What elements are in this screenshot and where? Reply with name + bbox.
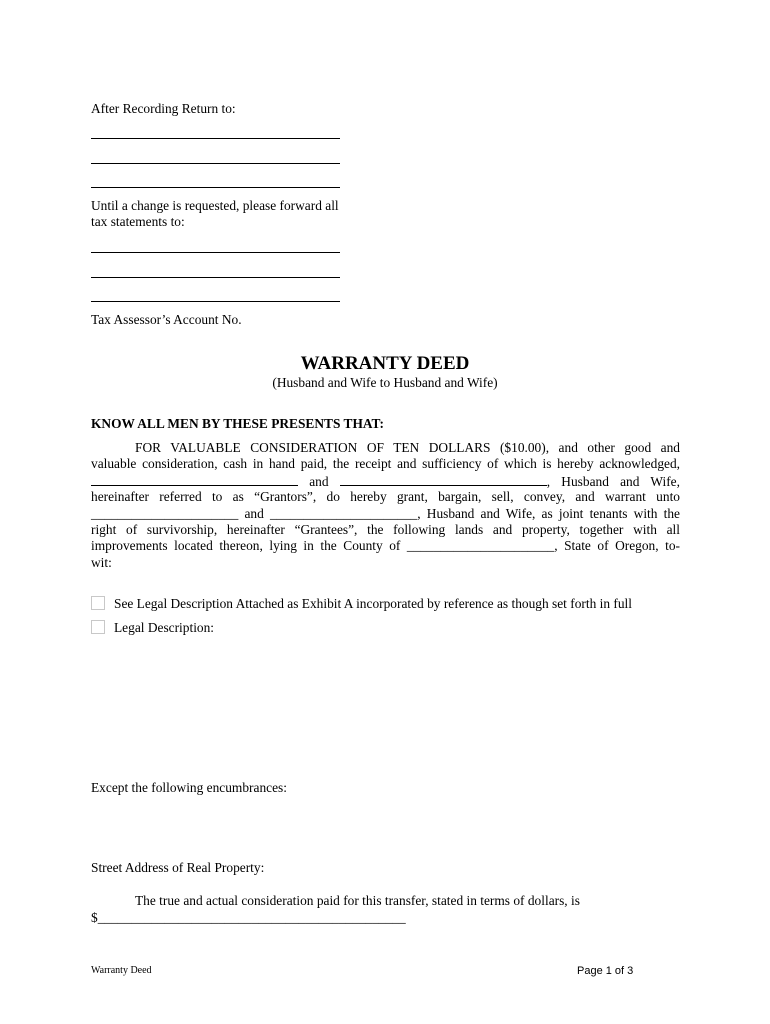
street-address-label: Street Address of Real Property: — [91, 860, 265, 875]
paragraph-line-5[interactable]: ______________________ and ______________________, Husband and Wife, as joint tenants with the — [91, 505, 680, 521]
tax-statements-line-2[interactable] — [91, 277, 340, 278]
paragraph-line-4: hereinafter referred to as “Grantors”, do hereby grant, bargain, sell, convey, and warrant unto — [91, 489, 680, 505]
grantors-husband-wife-text: , Husband and Wife, — [546, 473, 680, 489]
legal-description-label: Legal Description: — [114, 620, 215, 635]
tax-account-label: Tax Assessor’s Account No. — [91, 312, 242, 327]
paragraph-line-7[interactable]: improvements located thereon, lying in the County of ______________________, State of Oregon, to- — [91, 538, 680, 554]
exhibit-a-checkbox[interactable] — [91, 596, 105, 610]
paragraph-line-6: right of survivorship, hereinafter “Grantees”, the following lands and property, together with all — [91, 521, 680, 537]
tax-forward-label-line1: Until a change is requested, please forward all — [91, 198, 339, 213]
encumbrances-label: Except the following encumbrances: — [91, 780, 287, 795]
consideration-amount-blank[interactable]: $______________________________________________ — [91, 910, 406, 925]
grantor-2-name-blank[interactable] — [340, 473, 547, 486]
tax-statements-line-3[interactable] — [91, 301, 340, 302]
document-subtitle: (Husband and Wife to Husband and Wife) — [272, 375, 498, 390]
return-to-label: After Recording Return to: — [91, 101, 236, 116]
paragraph-line-3 — [91, 473, 680, 489]
tax-statements-line-1[interactable] — [91, 252, 340, 253]
paragraph-line-2: valuable consideration, cash in hand paid, the receipt and sufficiency of which is hereby acknowledged, — [91, 456, 680, 472]
return-to-line-2[interactable] — [91, 163, 340, 164]
tax-forward-label-line2: tax statements to: — [91, 214, 185, 229]
grantors-and-text: and — [309, 473, 329, 489]
exhibit-a-label: See Legal Description Attached as Exhibit A incorporated by reference as though set forth in full — [114, 596, 632, 611]
legal-description-checkbox[interactable] — [91, 620, 105, 634]
consideration-paragraph — [91, 440, 680, 571]
grantor-1-name-blank[interactable] — [91, 473, 298, 486]
paragraph-line-8: wit: — [91, 554, 112, 570]
return-to-line-3[interactable] — [91, 187, 340, 188]
document-title: WARRANTY DEED — [300, 353, 470, 374]
return-to-line-1[interactable] — [91, 138, 340, 139]
know-all-men-heading: KNOW ALL MEN BY THESE PRESENTS THAT: — [91, 416, 384, 431]
true-consideration-text: The true and actual consideration paid for this transfer, stated in terms of dollars, is — [135, 893, 580, 908]
paragraph-line-1: FOR VALUABLE CONSIDERATION OF TEN DOLLARS ($10.00), and other good and — [135, 440, 680, 455]
footer-document-name: Warranty Deed — [91, 965, 152, 976]
footer-page-number: Page 1 of 3 — [577, 965, 634, 977]
